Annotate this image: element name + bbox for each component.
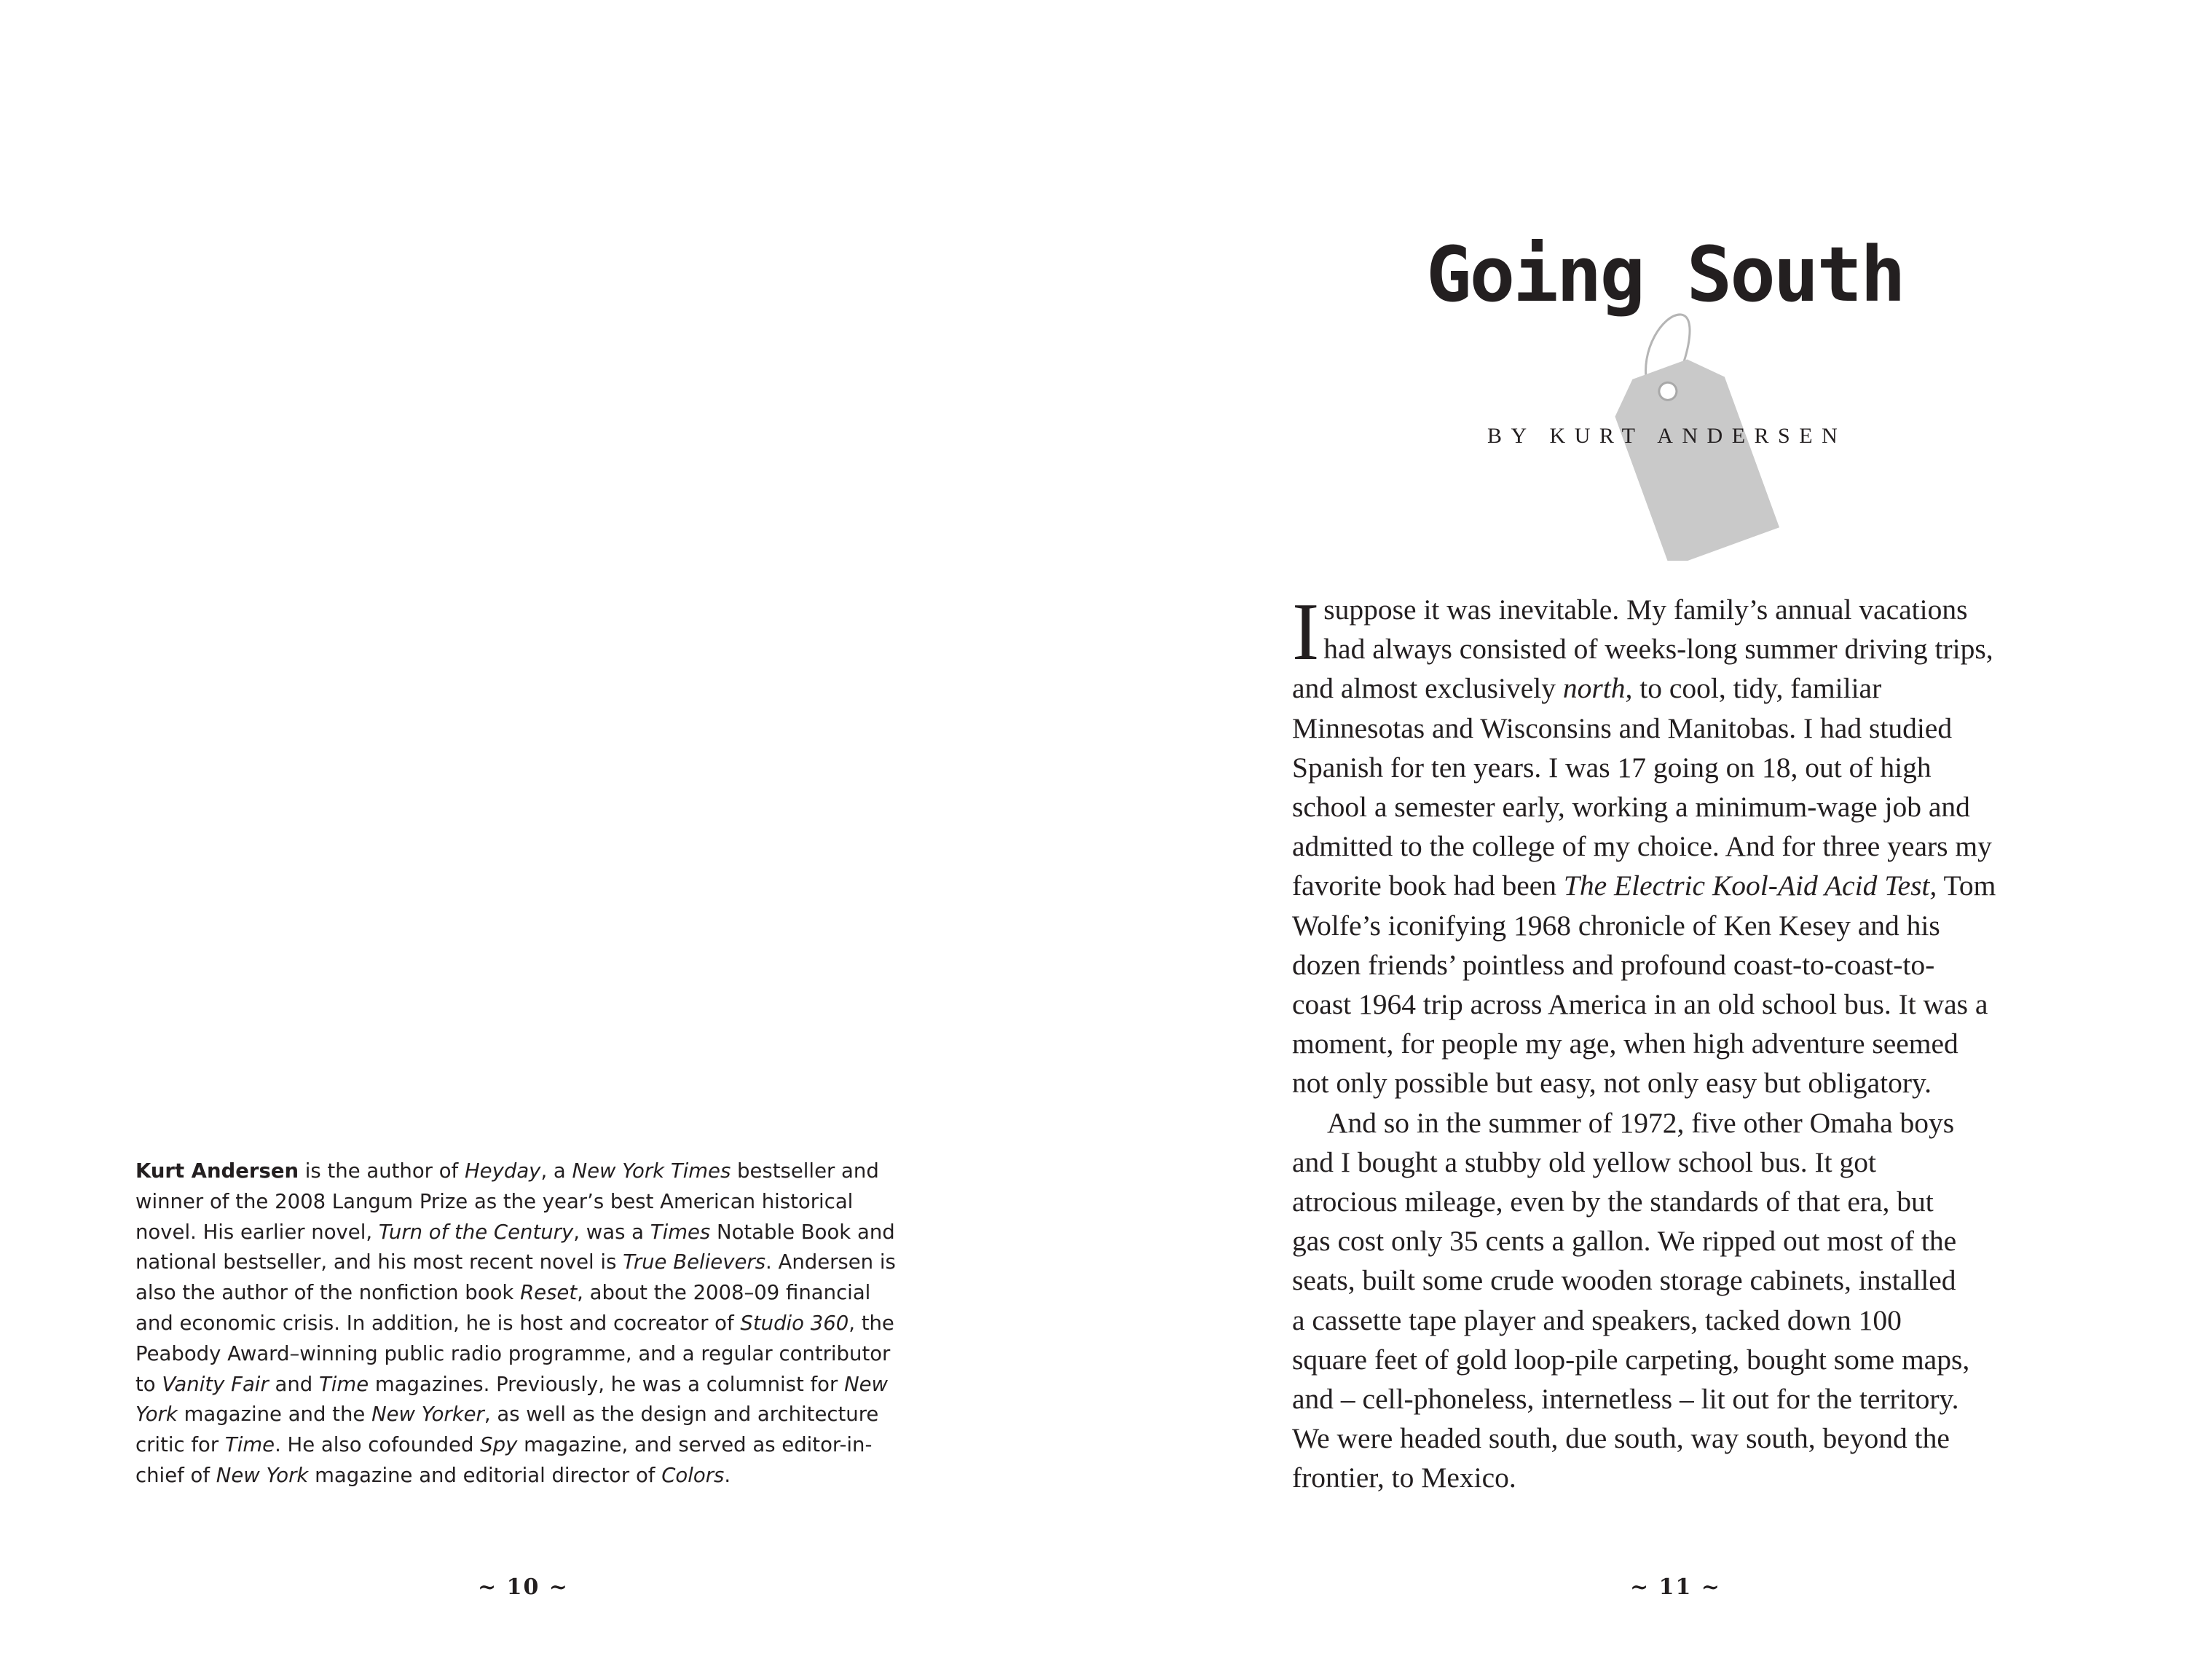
body-line: atrocious mileage, even by the standards of that era, but — [1292, 1186, 1934, 1218]
bio-text: and — [268, 1372, 319, 1396]
author-bio — [135, 1156, 908, 1491]
body-line: And so in the summer of 1972, five other Omaha boys — [1327, 1106, 1955, 1139]
body-text: Tom — [1937, 869, 1996, 902]
body-line: We were headed south, due south, way south, beyond the — [1292, 1422, 1950, 1455]
body-line: and I bought a stubby old yellow school bus. It got — [1292, 1145, 1876, 1178]
bio-text: . He also cofounded — [275, 1433, 481, 1457]
body-line — [1292, 866, 2086, 905]
chapter-body — [1292, 587, 2086, 1498]
bio-text: magazine and the — [177, 1403, 372, 1427]
body-text: and almost exclusively — [1292, 672, 1563, 705]
bio-title-time: Time — [318, 1372, 369, 1396]
bio-title-new-york: New York — [216, 1463, 309, 1487]
bio-text: magazines. Previously, he was a columnist for — [369, 1372, 845, 1396]
body-line: moment, for people my age, when high adventure seemed — [1292, 1028, 1958, 1060]
bio-text: , the Peabody Award–winning public radio programme, and a regular contributor to — [135, 1311, 894, 1396]
page-number-right: ~ 11 ~ — [1630, 1574, 1721, 1600]
body-line: Wolfe’s iconifying 1968 chronicle of Ken Kesey and his — [1292, 909, 1940, 942]
body-line: admitted to the college of my choice. And for three years my — [1292, 830, 1992, 863]
bio-title-times: Times — [650, 1220, 711, 1244]
bio-text: , was a — [573, 1220, 650, 1244]
bio-text: . Andersen is also the author of the nonfiction book — [135, 1250, 896, 1305]
body-line: a cassette tape player and speakers, tacked down 100 — [1292, 1304, 1902, 1336]
bio-title-turn-of-century: Turn of the Century — [378, 1220, 574, 1244]
bio-text: bestseller and winner of the 2008 Langum Prize as the year’s best American historical novel. His earlier novel, — [135, 1159, 879, 1244]
body-italic: north, — [1562, 672, 1633, 705]
body-text: to cool, tidy, familiar — [1632, 672, 1882, 705]
bio-text: magazine, and served as editor-in-chief of — [135, 1433, 873, 1487]
body-line — [1292, 669, 2086, 708]
body-line: dozen friends’ pointless and profound coast-to-coast-to- — [1292, 948, 1935, 981]
bio-text: Notable Book and national bestseller, and his most recent novel is — [135, 1220, 895, 1274]
bio-title-nyt: New York Times — [572, 1159, 731, 1183]
bio-title-colors: Colors — [661, 1463, 725, 1487]
bio-title-reset: Reset — [520, 1281, 578, 1305]
body-italic: The Electric Kool-Aid Acid Test, — [1563, 869, 1937, 902]
bio-title-heyday: Heyday — [464, 1159, 541, 1183]
body-line: had always consisted of weeks-long summer driving trips, — [1323, 633, 1993, 666]
body-line: and – cell-phoneless, internetless – lit out for the territory. — [1292, 1383, 1959, 1416]
drop-cap: I — [1292, 587, 1320, 677]
byline: BY KURT ANDERSEN — [1487, 424, 1847, 448]
bio-title-studio-360: Studio 360 — [740, 1311, 849, 1335]
body-line: Minnesotas and Wisconsins and Manitobas. I had studied — [1292, 711, 1953, 744]
body-line: Spanish for ten years. I was 17 going on 18, out of high — [1292, 751, 1932, 784]
bio-text: magazine and editorial director of — [308, 1463, 662, 1487]
body-text: favorite book had been — [1292, 869, 1564, 902]
chapter-title: Going South — [1426, 230, 1904, 319]
bio-title-spy: Spy — [480, 1433, 518, 1457]
body-line: seats, built some crude wooden storage cabinets, installed — [1292, 1264, 1956, 1297]
bio-title-vanity-fair: Vanity Fair — [162, 1372, 269, 1396]
body-line: not only possible but easy, not only easy but obligatory. — [1292, 1067, 1932, 1100]
body-line: square feet of gold loop-pile carpeting, bought some maps, — [1292, 1343, 1970, 1376]
page-number-left: ~ 10 ~ — [478, 1574, 569, 1600]
bio-title-new-yorker: New Yorker — [371, 1403, 484, 1427]
bio-text: , about the 2008–09 financial and economic crisis. In addition, he is host and cocreator of — [135, 1281, 871, 1335]
body-line: coast 1964 trip across America in an old school bus. It was a — [1292, 988, 1988, 1021]
body-line: gas cost only 35 cents a gallon. We ripped out most of the — [1292, 1225, 1957, 1258]
left-page — [0, 0, 1092, 1680]
bio-text: , as well as the design and architecture critic for — [135, 1403, 879, 1457]
body-line: suppose it was inevitable. My family’s annual vacations — [1323, 593, 1968, 626]
bio-title-true-believers: True Believers — [623, 1250, 766, 1274]
bio-text: . — [724, 1463, 731, 1487]
body-line: frontier, to Mexico. — [1292, 1462, 1516, 1494]
body-line: school a semester early, working a minimum-wage job and — [1292, 791, 1970, 824]
bio-title-new-york: New York — [135, 1372, 889, 1427]
bio-text: , a — [540, 1159, 572, 1183]
author-name: Kurt Andersen — [135, 1159, 299, 1183]
bio-title-time: Time — [224, 1433, 275, 1457]
bio-text: is the author of — [299, 1159, 465, 1183]
